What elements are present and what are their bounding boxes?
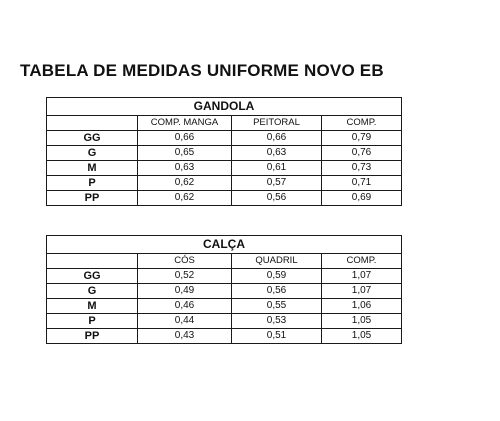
size-label: GG bbox=[47, 269, 138, 284]
table-cell: 0,69 bbox=[322, 191, 402, 206]
table-cell: 0,46 bbox=[138, 299, 232, 314]
table-cell: 1,07 bbox=[322, 284, 402, 299]
column-header: CÓS bbox=[138, 254, 232, 269]
size-label: PP bbox=[47, 329, 138, 344]
size-column-header bbox=[47, 254, 138, 269]
size-column-header bbox=[47, 116, 138, 131]
table-row bbox=[47, 314, 402, 329]
size-label: M bbox=[47, 299, 138, 314]
table-cell: 0,76 bbox=[322, 146, 402, 161]
table-row bbox=[47, 284, 402, 299]
column-header: COMP. bbox=[322, 254, 402, 269]
header-row bbox=[47, 254, 402, 269]
page-title: TABELA DE MEDIDAS UNIFORME NOVO EB bbox=[20, 61, 384, 80]
size-label: M bbox=[47, 161, 138, 176]
table-row bbox=[47, 131, 402, 146]
table-cell: 0,66 bbox=[232, 131, 322, 146]
column-header: PEITORAL bbox=[232, 116, 322, 131]
table-cell: 0,52 bbox=[138, 269, 232, 284]
table-cell: 0,49 bbox=[138, 284, 232, 299]
table-cell: 0,62 bbox=[138, 176, 232, 191]
gandola-size-table bbox=[46, 97, 402, 206]
table-title: GANDOLA bbox=[47, 98, 402, 116]
calca-size-table bbox=[46, 235, 402, 344]
size-label: P bbox=[47, 314, 138, 329]
table-row bbox=[47, 299, 402, 314]
size-label: P bbox=[47, 176, 138, 191]
table-cell: 0,55 bbox=[232, 299, 322, 314]
column-header: QUADRIL bbox=[232, 254, 322, 269]
size-label: GG bbox=[47, 131, 138, 146]
table-cell: 0,71 bbox=[322, 176, 402, 191]
table-row bbox=[47, 269, 402, 284]
table-cell: 0,66 bbox=[138, 131, 232, 146]
table-cell: 0,62 bbox=[138, 191, 232, 206]
column-header: COMP. bbox=[322, 116, 402, 131]
table-cell: 0,56 bbox=[232, 284, 322, 299]
table-cell: 0,51 bbox=[232, 329, 322, 344]
table-cell: 0,79 bbox=[322, 131, 402, 146]
table-row bbox=[47, 146, 402, 161]
table-cell: 0,57 bbox=[232, 176, 322, 191]
size-label: G bbox=[47, 284, 138, 299]
size-label: G bbox=[47, 146, 138, 161]
table-cell: 0,65 bbox=[138, 146, 232, 161]
header-row bbox=[47, 116, 402, 131]
table-cell: 0,56 bbox=[232, 191, 322, 206]
table-cell: 1,06 bbox=[322, 299, 402, 314]
table-row bbox=[47, 191, 402, 206]
table-cell: 0,59 bbox=[232, 269, 322, 284]
table-title: CALÇA bbox=[47, 236, 402, 254]
size-label: PP bbox=[47, 191, 138, 206]
table-cell: 1,05 bbox=[322, 314, 402, 329]
table-row bbox=[47, 329, 402, 344]
table-cell: 0,53 bbox=[232, 314, 322, 329]
table-cell: 1,05 bbox=[322, 329, 402, 344]
table-cell: 0,43 bbox=[138, 329, 232, 344]
table-cell: 0,63 bbox=[232, 146, 322, 161]
table-row bbox=[47, 176, 402, 191]
table-cell: 0,61 bbox=[232, 161, 322, 176]
table-cell: 0,63 bbox=[138, 161, 232, 176]
table-cell: 0,73 bbox=[322, 161, 402, 176]
column-header: COMP. MANGA bbox=[138, 116, 232, 131]
table-cell: 1,07 bbox=[322, 269, 402, 284]
table-cell: 0,44 bbox=[138, 314, 232, 329]
table-row bbox=[47, 161, 402, 176]
